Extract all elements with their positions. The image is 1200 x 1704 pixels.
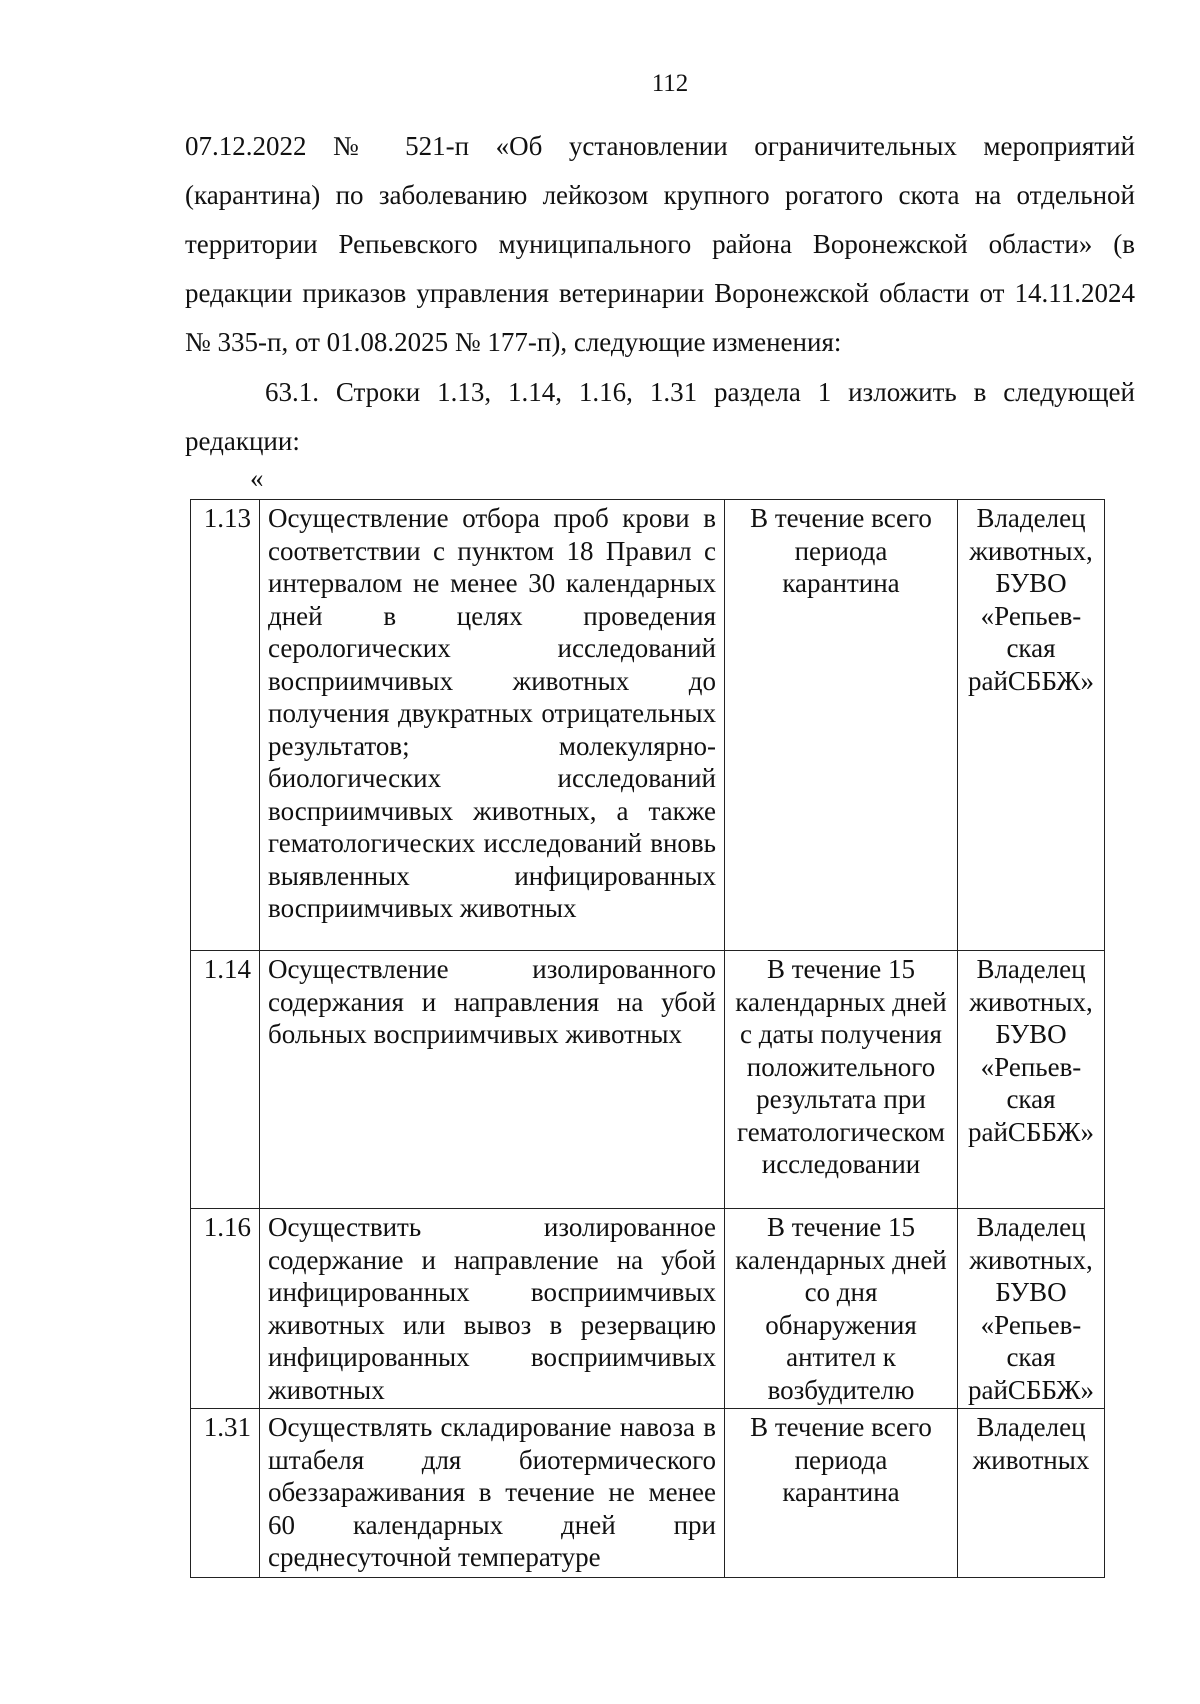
page-number: 112: [651, 70, 689, 97]
row-term: В течение 15 календарных дней с даты получения положительного результата при гематологическом исследовании: [725, 951, 958, 1209]
row-responsible: Владелец животных, БУВО «Репьев-ская райСББЖ»: [958, 500, 1105, 951]
amendment-table: [190, 499, 1105, 1578]
row-action: Осуществлять складирование навоза в штабеля для биотермического обеззараживания в течение не менее 60 календарных дней при среднесуточной температуре: [260, 1409, 725, 1578]
table-row: [191, 500, 1105, 951]
row-number: 1.31: [191, 1409, 260, 1578]
row-action: Осуществить изолированное содержание и направление на убой инфицированных восприимчивых животных или вывоз в резервацию инфицированных восприимчивых животных: [260, 1209, 725, 1409]
row-responsible: Владелец животных: [958, 1409, 1105, 1578]
row-action: Осуществление отбора проб крови в соответствии с пунктом 18 Правил с интервалом не менее 30 календарных дней в целях проведения серологических исследований восприимчивых животных до получения двукратных отрицательных результатов; молекулярно-биологических исследований восприимчивых животных, а также гематологических исследований вновь выявленных инфицированных восприимчивых животных: [260, 500, 725, 951]
row-responsible: Владелец животных, БУВО «Репьев-ская райСББЖ»: [958, 951, 1105, 1209]
intro-paragraph: 07.12.2022 № 521-п «Об установлении ограничительных мероприятий (карантина) по заболеванию лейкозом крупного рогатого скота на отдельной территории Репьевского муниципального района Воронежской области» (в редакции приказов управления ветеринарии Воронежской области от 14.11.2024 № 335-п, от 01.08.2025 № 177-п), следующие изменения:: [185, 131, 1135, 357]
clause-paragraph: 63.1. Строки 1.13, 1.14, 1.16, 1.31 раздела 1 изложить в следующей редакции:: [185, 377, 1135, 456]
table-row: [191, 1409, 1105, 1578]
table-row: [191, 951, 1105, 1209]
table-row: [191, 1209, 1105, 1409]
opening-quote: «: [250, 463, 264, 493]
row-number: 1.13: [191, 500, 260, 951]
row-term: В течение всего периода карантина: [725, 1409, 958, 1578]
row-term: В течение всего периода карантина: [725, 500, 958, 951]
row-term: В течение 15 календарных дней со дня обнаружения антител к возбудителю: [725, 1209, 958, 1409]
row-responsible: Владелец животных, БУВО «Репьев-ская райСББЖ»: [958, 1209, 1105, 1409]
row-number: 1.14: [191, 951, 260, 1209]
row-number: 1.16: [191, 1209, 260, 1409]
row-action: Осуществление изолированного содержания и направления на убой больных восприимчивых животных: [260, 951, 725, 1209]
